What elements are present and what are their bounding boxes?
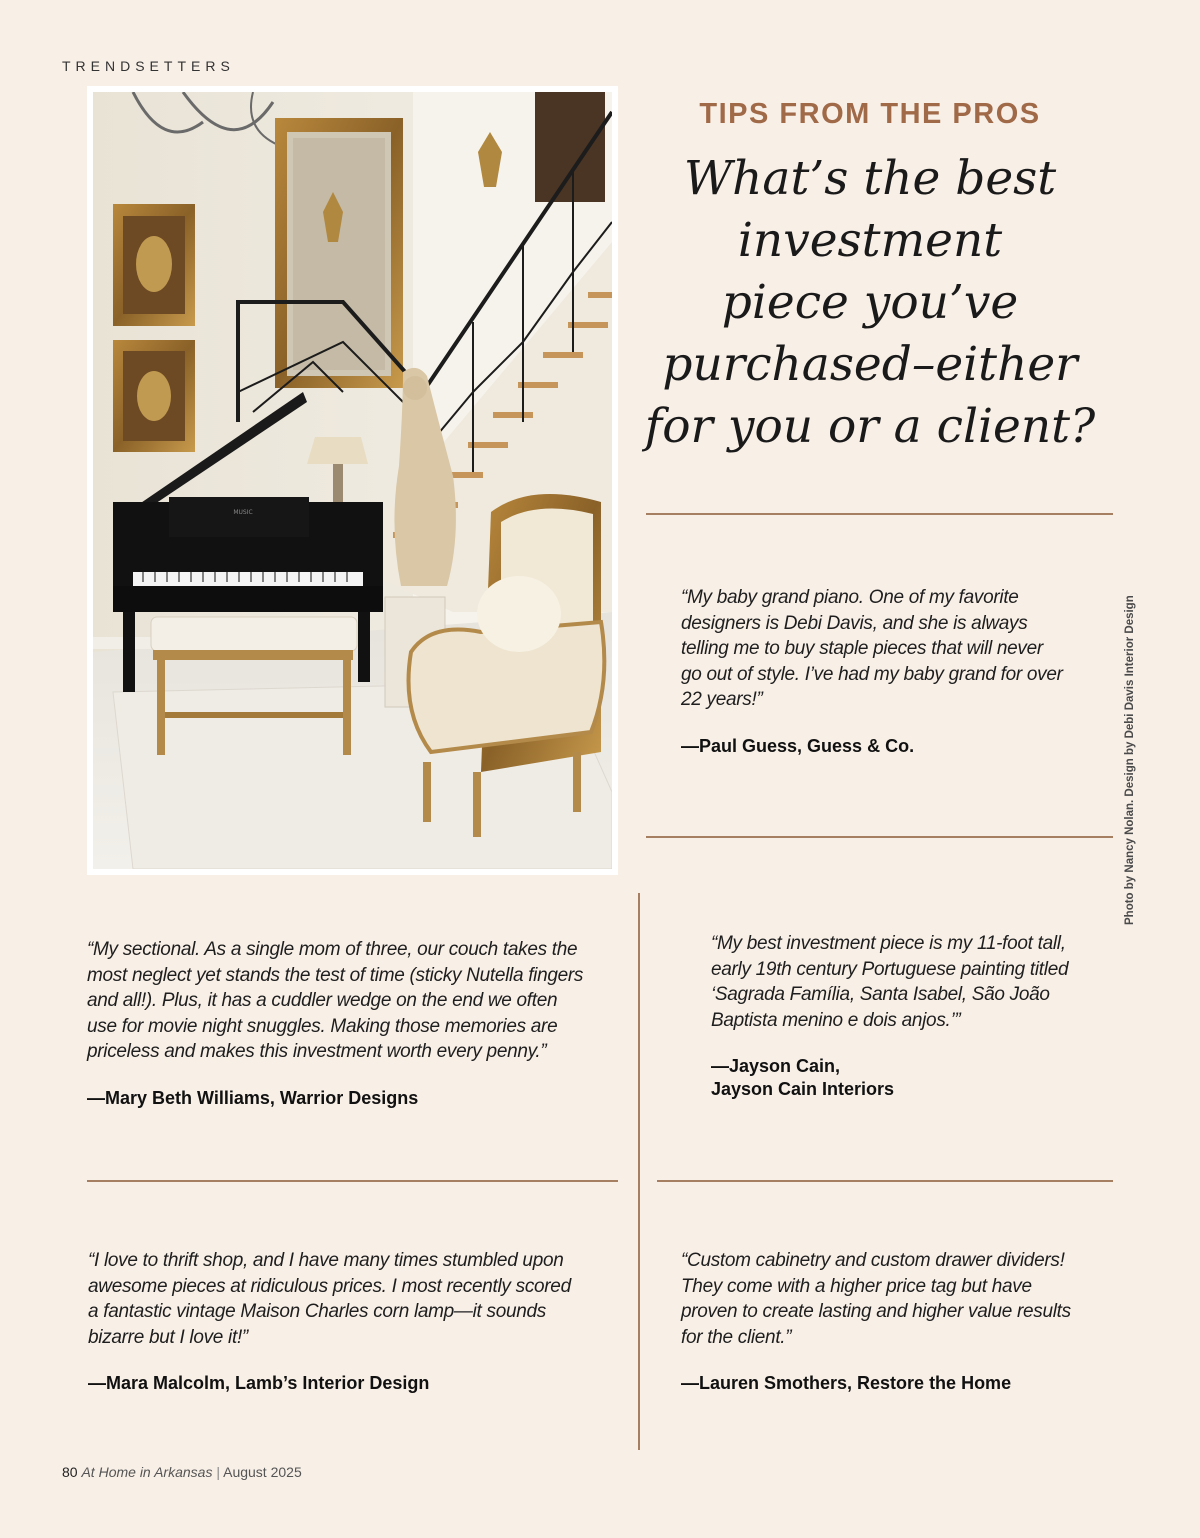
headline bbox=[628, 148, 1112, 458]
quote-text: “My sectional. As a single mom of three, our couch takes the most neglect yet stands the test of time (sticky Nutella fingers and all!). Plus, it has a cuddler wedge on the end we often use for movie night snuggles. Making those memories are priceless and makes this investment worth every penny.” bbox=[87, 939, 584, 1063]
quote-attribution: —Paul Guess, Guess & Co. bbox=[681, 735, 915, 756]
quote-attribution: —Mara Malcolm, Lamb’s Interior Design bbox=[88, 1373, 430, 1394]
issue-date: August 2025 bbox=[223, 1464, 302, 1480]
quote-mary-beth-williams bbox=[87, 937, 627, 1110]
headline-line: investment bbox=[737, 213, 1003, 268]
divider bbox=[646, 836, 1113, 838]
folio bbox=[62, 1464, 302, 1480]
feature-photo bbox=[87, 86, 618, 875]
interior-photo-illustration bbox=[93, 92, 612, 869]
page-number: 80 bbox=[62, 1464, 78, 1480]
headline-line: piece you’ve bbox=[721, 275, 1019, 330]
quote-text: “I love to thrift shop, and I have many times stumbled upon awesome pieces at ridiculous prices. I most recently scored a fantastic vintage Maison Charles corn lamp—it sounds bizarre but I love it!” bbox=[88, 1250, 571, 1348]
headline-line: What’s the best bbox=[683, 151, 1057, 206]
quote-mara-malcolm bbox=[88, 1248, 628, 1395]
quote-paul-guess bbox=[681, 585, 1101, 758]
section-label: TRENDSETTERS bbox=[62, 58, 235, 74]
folio-separator: | bbox=[216, 1464, 220, 1480]
headline-line: for you or a client? bbox=[644, 399, 1096, 454]
headline-line: purchased–either bbox=[662, 337, 1078, 392]
piano-music-rest-label: MUSIC bbox=[233, 509, 253, 516]
divider bbox=[646, 513, 1113, 515]
quote-jayson-cain bbox=[711, 931, 1111, 1101]
quote-text: “My best investment piece is my 11-foot tall, early 19th century Portuguese painting titled ‘Sagrada Família, Santa Isabel, São João Baptista menino e dois anjos.’” bbox=[711, 933, 1069, 1031]
quote-attribution: —Jayson Cain, Jayson Cain Interiors bbox=[711, 1056, 895, 1100]
quote-attribution: —Mary Beth Williams, Warrior Designs bbox=[87, 1087, 419, 1108]
quote-text: “My baby grand piano. One of my favorite designers is Debi Davis, and she is always telling me to buy staple pieces that will never go out of style. I’ve had my baby grand for over 22 years!” bbox=[681, 587, 1063, 711]
quote-text: “Custom cabinetry and custom drawer dividers! They come with a higher price tag but have proven to create lasting and higher value results for the client.” bbox=[681, 1250, 1071, 1348]
quote-lauren-smothers bbox=[681, 1248, 1111, 1395]
kicker: TIPS FROM THE PROS bbox=[699, 98, 1041, 130]
column-divider bbox=[638, 893, 640, 1450]
divider bbox=[87, 1180, 618, 1182]
photo-credit: Photo by Nancy Nolan. Design by Debi Davis Interior Design bbox=[1124, 595, 1136, 925]
quote-attribution: —Lauren Smothers, Restore the Home bbox=[681, 1373, 1012, 1394]
magazine-name: At Home in Arkansas bbox=[81, 1464, 213, 1480]
divider bbox=[657, 1180, 1113, 1182]
